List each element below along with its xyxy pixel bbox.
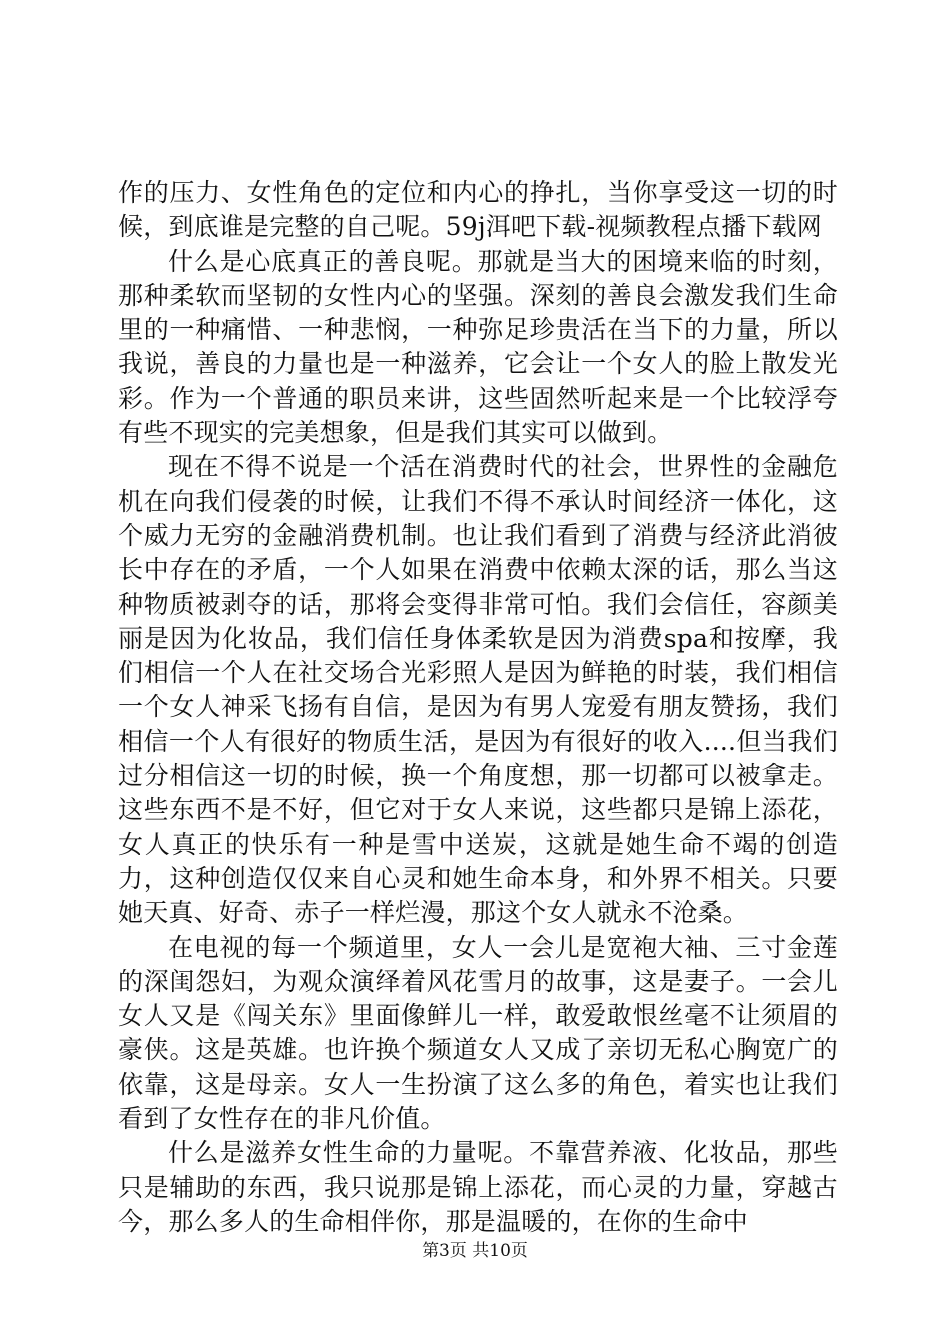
paragraph-continuation: 作的压力、女性角色的定位和内心的挣扎，当你享受这一切的时候，到底谁是完整的自己呢。59j洱吧下载-视频教程点播下载网 — [118, 178, 838, 242]
paragraph-consumption: 现在不得不说是一个活在消费时代的社会，世界性的金融危机在向我们侵袭的时候，让我们不得不承认时间经济一体化，这个威力无穷的金融消费机制。也让我们看到了消费与经济此消彼长中存在的矛盾，一个人如果在消费中依赖太深的话，那么当这种物质被剥夺的话，那将会变得非常可怕。我们会信任，容颜美丽是因为化妆品，我们信任身体柔软是因为消费spa和按摩，我们相信一个人在社交场合光彩照人是因为鲜艳的时装，我们相信一个女人神采飞扬有自信，是因为有男人宠爱有朋友赞扬，我们相信一个人有很好的物质生活，是因为有很好的收入....但当我们过分相信这一切的时候，换一个角度想，那一切都可以被拿走。这些东西不是不好，但它对于女人来说，这些都只是锦上添花，女人真正的快乐有一种是雪中送炭，这就是她生命不竭的创造力，这种创造仅仅来自心灵和她生命本身，和外界不相关。只要她天真、好奇、赤子一样烂漫，那这个女人就永不沧桑。 — [118, 452, 838, 928]
document-body — [118, 176, 838, 1239]
paragraph-roles: 在电视的每一个频道里，女人一会儿是宽袍大袖、三寸金莲的深闺怨妇，为观众演绎着风花雪月的故事，这是妻子。一会儿女人又是《闯关东》里面像鲜儿一样，敢爱敢恨丝毫不让须眉的豪侠。这是英雄。也许换个频道女人又成了亲切无私心胸宽广的依靠，这是母亲。女人一生扮演了这么多的角色，着实也让我们看到了女性存在的非凡价值。 — [118, 932, 838, 1134]
paragraph-kindness: 什么是心底真正的善良呢。那就是当大的困境来临的时刻，那种柔软而坚韧的女性内心的坚强。深刻的善良会激发我们生命里的一种痛惜、一种悲悯，一种弥足珍贵活在当下的力量，所以我说，善良的力量也是一种滋养，它会让一个女人的脸上散发光彩。作为一个普通的职员来讲，这些固然听起来是一个比较浮夸有些不现实的完美想象，但是我们其实可以做到。 — [118, 246, 838, 448]
page-footer: 第3页 共10页 — [422, 1241, 528, 1261]
paragraph-nourishment: 什么是滋养女性生命的力量呢。不靠营养液、化妆品，那些只是辅助的东西，我只说那是锦上添花，而心灵的力量，穿越古今，那么多人的生命相伴你，那是温暖的，在你的生命中 — [118, 1138, 838, 1236]
